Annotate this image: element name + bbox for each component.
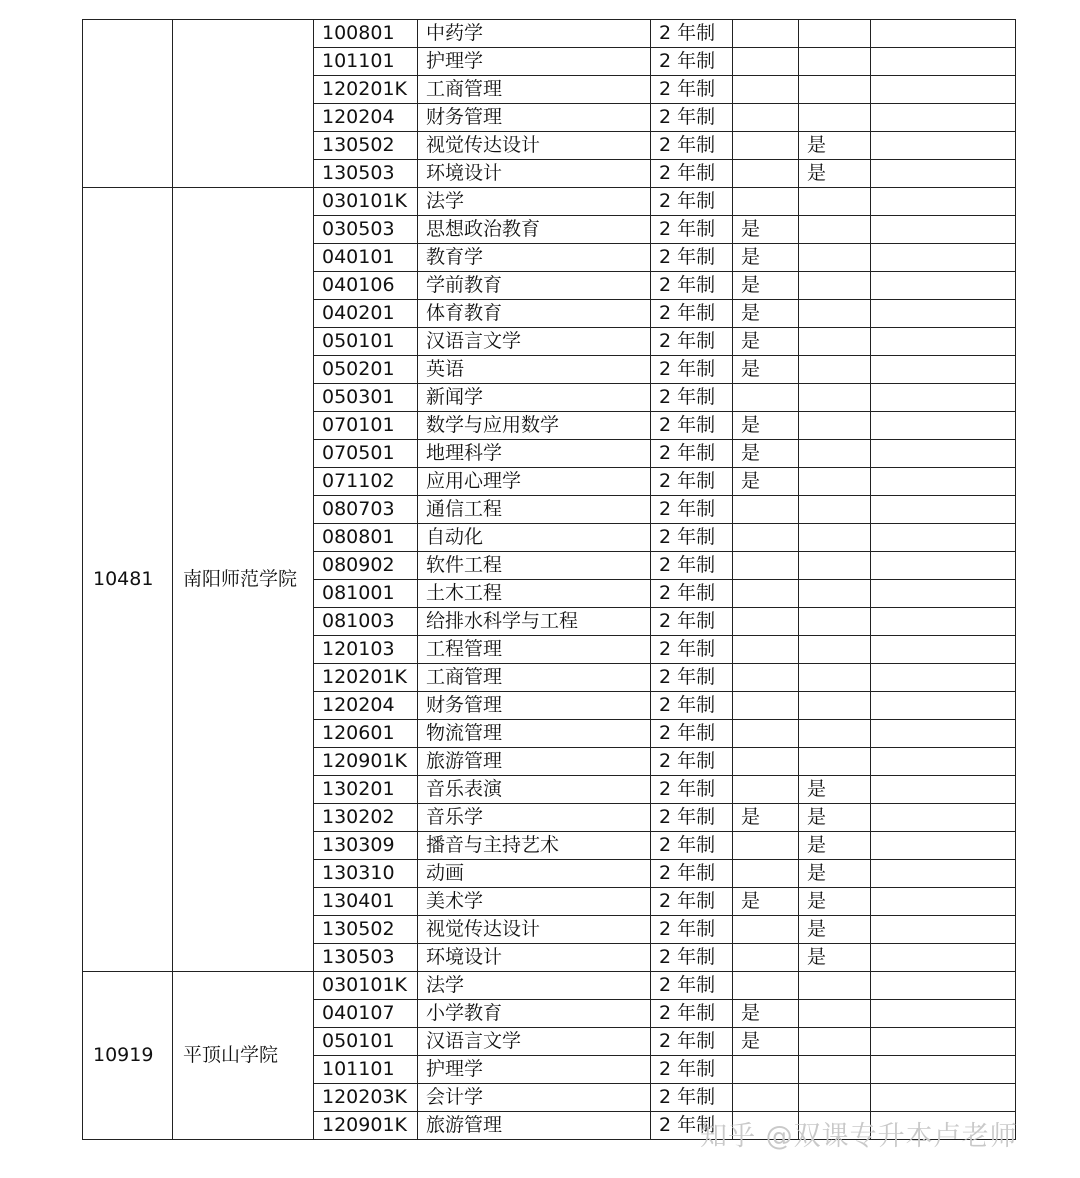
flag-cell-3: [871, 328, 1016, 356]
flag-cell-1: [733, 552, 799, 580]
flag-cell-1: [733, 1056, 799, 1084]
flag-cell-1: [733, 832, 799, 860]
flag-cell-2: [799, 496, 871, 524]
flag-cell-1: 是: [733, 328, 799, 356]
flag-cell-1: [733, 132, 799, 160]
flag-cell-3: [871, 720, 1016, 748]
major-code-cell: 050101: [314, 328, 418, 356]
flag-cell-3: [871, 216, 1016, 244]
flag-cell-3: [871, 580, 1016, 608]
major-name-cell: 英语: [418, 356, 651, 384]
flag-cell-1: 是: [733, 300, 799, 328]
major-code-cell: 120204: [314, 692, 418, 720]
major-code-cell: 101101: [314, 48, 418, 76]
duration-cell: 2 年制: [651, 972, 733, 1000]
school-name-cell: 平顶山学院: [173, 972, 314, 1140]
flag-cell-1: [733, 916, 799, 944]
duration-cell: 2 年制: [651, 524, 733, 552]
flag-cell-1: 是: [733, 804, 799, 832]
major-name-cell: 视觉传达设计: [418, 132, 651, 160]
duration-cell: 2 年制: [651, 384, 733, 412]
flag-cell-3: [871, 552, 1016, 580]
major-code-cell: 070501: [314, 440, 418, 468]
flag-cell-2: 是: [799, 944, 871, 972]
flag-cell-1: 是: [733, 356, 799, 384]
major-name-cell: 环境设计: [418, 944, 651, 972]
flag-cell-2: 是: [799, 832, 871, 860]
major-name-cell: 视觉传达设计: [418, 916, 651, 944]
major-code-cell: 120103: [314, 636, 418, 664]
flag-cell-3: [871, 636, 1016, 664]
major-name-cell: 工程管理: [418, 636, 651, 664]
flag-cell-1: [733, 384, 799, 412]
major-name-cell: 数学与应用数学: [418, 412, 651, 440]
flag-cell-3: [871, 776, 1016, 804]
duration-cell: 2 年制: [651, 104, 733, 132]
duration-cell: 2 年制: [651, 1056, 733, 1084]
flag-cell-3: [871, 20, 1016, 48]
flag-cell-3: [871, 132, 1016, 160]
school-code-cell: 10481: [83, 188, 173, 972]
flag-cell-1: [733, 188, 799, 216]
flag-cell-1: 是: [733, 1000, 799, 1028]
duration-cell: 2 年制: [651, 132, 733, 160]
major-code-cell: 130503: [314, 944, 418, 972]
flag-cell-1: [733, 608, 799, 636]
flag-cell-3: [871, 832, 1016, 860]
flag-cell-1: 是: [733, 440, 799, 468]
flag-cell-1: [733, 160, 799, 188]
flag-cell-1: [733, 972, 799, 1000]
duration-cell: 2 年制: [651, 1084, 733, 1112]
duration-cell: 2 年制: [651, 20, 733, 48]
flag-cell-2: 是: [799, 916, 871, 944]
duration-cell: 2 年制: [651, 944, 733, 972]
duration-cell: 2 年制: [651, 720, 733, 748]
flag-cell-1: 是: [733, 412, 799, 440]
major-code-cell: 080703: [314, 496, 418, 524]
flag-cell-1: 是: [733, 888, 799, 916]
table-row: [83, 188, 1016, 216]
flag-cell-2: [799, 20, 871, 48]
flag-cell-2: [799, 720, 871, 748]
duration-cell: 2 年制: [651, 916, 733, 944]
flag-cell-2: [799, 384, 871, 412]
flag-cell-2: [799, 412, 871, 440]
major-name-cell: 音乐学: [418, 804, 651, 832]
flag-cell-2: [799, 692, 871, 720]
school-code-cell: 10919: [83, 972, 173, 1140]
flag-cell-3: [871, 1056, 1016, 1084]
major-code-cell: 071102: [314, 468, 418, 496]
major-code-cell: 130201: [314, 776, 418, 804]
flag-cell-1: [733, 636, 799, 664]
program-table: [82, 19, 1016, 1140]
major-code-cell: 040107: [314, 1000, 418, 1028]
flag-cell-3: [871, 440, 1016, 468]
flag-cell-1: [733, 48, 799, 76]
major-name-cell: 应用心理学: [418, 468, 651, 496]
flag-cell-2: [799, 356, 871, 384]
duration-cell: 2 年制: [651, 356, 733, 384]
flag-cell-3: [871, 244, 1016, 272]
flag-cell-2: [799, 188, 871, 216]
major-code-cell: 120201K: [314, 76, 418, 104]
major-name-cell: 新闻学: [418, 384, 651, 412]
flag-cell-1: [733, 748, 799, 776]
flag-cell-1: 是: [733, 272, 799, 300]
major-code-cell: 050101: [314, 1028, 418, 1056]
flag-cell-2: [799, 468, 871, 496]
flag-cell-2: [799, 328, 871, 356]
major-name-cell: 护理学: [418, 48, 651, 76]
duration-cell: 2 年制: [651, 664, 733, 692]
flag-cell-2: [799, 48, 871, 76]
flag-cell-1: [733, 76, 799, 104]
major-code-cell: 120601: [314, 720, 418, 748]
major-name-cell: 财务管理: [418, 692, 651, 720]
flag-cell-2: [799, 1028, 871, 1056]
major-name-cell: 自动化: [418, 524, 651, 552]
flag-cell-2: [799, 216, 871, 244]
major-code-cell: 040201: [314, 300, 418, 328]
major-name-cell: 物流管理: [418, 720, 651, 748]
major-code-cell: 130502: [314, 916, 418, 944]
major-name-cell: 体育教育: [418, 300, 651, 328]
flag-cell-2: 是: [799, 132, 871, 160]
flag-cell-3: [871, 692, 1016, 720]
major-code-cell: 120203K: [314, 1084, 418, 1112]
duration-cell: 2 年制: [651, 412, 733, 440]
major-code-cell: 130503: [314, 160, 418, 188]
flag-cell-2: [799, 300, 871, 328]
major-code-cell: 030503: [314, 216, 418, 244]
major-code-cell: 120901K: [314, 748, 418, 776]
major-code-cell: 050201: [314, 356, 418, 384]
school-code-cell: [83, 20, 173, 188]
major-name-cell: 软件工程: [418, 552, 651, 580]
flag-cell-2: [799, 104, 871, 132]
major-code-cell: 030101K: [314, 972, 418, 1000]
major-code-cell: 080902: [314, 552, 418, 580]
flag-cell-3: [871, 496, 1016, 524]
major-code-cell: 080801: [314, 524, 418, 552]
flag-cell-2: [799, 1084, 871, 1112]
flag-cell-2: [799, 972, 871, 1000]
major-name-cell: 旅游管理: [418, 1112, 651, 1140]
duration-cell: 2 年制: [651, 832, 733, 860]
flag-cell-1: [733, 776, 799, 804]
flag-cell-3: [871, 272, 1016, 300]
major-name-cell: 音乐表演: [418, 776, 651, 804]
major-code-cell: 081003: [314, 608, 418, 636]
major-name-cell: 土木工程: [418, 580, 651, 608]
flag-cell-2: [799, 552, 871, 580]
flag-cell-2: 是: [799, 804, 871, 832]
major-name-cell: 法学: [418, 972, 651, 1000]
flag-cell-3: [871, 48, 1016, 76]
duration-cell: 2 年制: [651, 468, 733, 496]
major-code-cell: 050301: [314, 384, 418, 412]
major-code-cell: 030101K: [314, 188, 418, 216]
flag-cell-3: [871, 300, 1016, 328]
major-name-cell: 学前教育: [418, 272, 651, 300]
major-name-cell: 工商管理: [418, 76, 651, 104]
flag-cell-3: [871, 916, 1016, 944]
flag-cell-2: 是: [799, 860, 871, 888]
major-name-cell: 小学教育: [418, 1000, 651, 1028]
flag-cell-1: [733, 20, 799, 48]
major-name-cell: 通信工程: [418, 496, 651, 524]
major-name-cell: 给排水科学与工程: [418, 608, 651, 636]
major-code-cell: 100801: [314, 20, 418, 48]
duration-cell: 2 年制: [651, 48, 733, 76]
flag-cell-3: [871, 860, 1016, 888]
flag-cell-1: [733, 664, 799, 692]
flag-cell-1: 是: [733, 1028, 799, 1056]
duration-cell: 2 年制: [651, 160, 733, 188]
major-code-cell: 120901K: [314, 1112, 418, 1140]
major-code-cell: 120204: [314, 104, 418, 132]
flag-cell-2: [799, 1056, 871, 1084]
flag-cell-3: [871, 1000, 1016, 1028]
major-name-cell: 财务管理: [418, 104, 651, 132]
duration-cell: 2 年制: [651, 748, 733, 776]
flag-cell-3: [871, 468, 1016, 496]
flag-cell-1: [733, 860, 799, 888]
duration-cell: 2 年制: [651, 328, 733, 356]
duration-cell: 2 年制: [651, 272, 733, 300]
flag-cell-2: [799, 244, 871, 272]
major-name-cell: 法学: [418, 188, 651, 216]
duration-cell: 2 年制: [651, 1028, 733, 1056]
major-name-cell: 播音与主持艺术: [418, 832, 651, 860]
major-code-cell: 120201K: [314, 664, 418, 692]
duration-cell: 2 年制: [651, 580, 733, 608]
school-name-cell: [173, 20, 314, 188]
duration-cell: 2 年制: [651, 776, 733, 804]
flag-cell-2: [799, 608, 871, 636]
duration-cell: 2 年制: [651, 244, 733, 272]
major-code-cell: 101101: [314, 1056, 418, 1084]
major-code-cell: 070101: [314, 412, 418, 440]
table-row: [83, 20, 1016, 48]
duration-cell: 2 年制: [651, 300, 733, 328]
flag-cell-2: [799, 272, 871, 300]
flag-cell-2: [799, 524, 871, 552]
flag-cell-2: [799, 1000, 871, 1028]
major-name-cell: 环境设计: [418, 160, 651, 188]
major-name-cell: 动画: [418, 860, 651, 888]
duration-cell: 2 年制: [651, 692, 733, 720]
flag-cell-1: [733, 104, 799, 132]
duration-cell: 2 年制: [651, 216, 733, 244]
flag-cell-3: [871, 972, 1016, 1000]
flag-cell-1: [733, 524, 799, 552]
major-name-cell: 汉语言文学: [418, 328, 651, 356]
duration-cell: 2 年制: [651, 496, 733, 524]
flag-cell-2: [799, 440, 871, 468]
flag-cell-1: [733, 720, 799, 748]
major-name-cell: 旅游管理: [418, 748, 651, 776]
major-name-cell: 地理科学: [418, 440, 651, 468]
flag-cell-2: [799, 580, 871, 608]
duration-cell: 2 年制: [651, 1112, 733, 1140]
flag-cell-1: [733, 1084, 799, 1112]
flag-cell-2: 是: [799, 160, 871, 188]
major-name-cell: 中药学: [418, 20, 651, 48]
flag-cell-3: [871, 524, 1016, 552]
major-name-cell: 思想政治教育: [418, 216, 651, 244]
flag-cell-3: [871, 384, 1016, 412]
table-row: [83, 972, 1016, 1000]
duration-cell: 2 年制: [651, 608, 733, 636]
major-code-cell: 130310: [314, 860, 418, 888]
major-code-cell: 081001: [314, 580, 418, 608]
school-name-cell: 南阳师范学院: [173, 188, 314, 972]
major-code-cell: 130309: [314, 832, 418, 860]
flag-cell-2: [799, 636, 871, 664]
major-name-cell: 美术学: [418, 888, 651, 916]
duration-cell: 2 年制: [651, 188, 733, 216]
flag-cell-3: [871, 944, 1016, 972]
major-code-cell: 130401: [314, 888, 418, 916]
major-code-cell: 130202: [314, 804, 418, 832]
major-name-cell: 工商管理: [418, 664, 651, 692]
major-name-cell: 教育学: [418, 244, 651, 272]
duration-cell: 2 年制: [651, 440, 733, 468]
duration-cell: 2 年制: [651, 860, 733, 888]
table-body: [83, 20, 1016, 1140]
flag-cell-3: [871, 804, 1016, 832]
flag-cell-1: [733, 580, 799, 608]
flag-cell-3: [871, 76, 1016, 104]
zhihu-watermark: 知乎 @双课专升本卢老师: [700, 1121, 1018, 1152]
flag-cell-2: [799, 76, 871, 104]
flag-cell-1: [733, 944, 799, 972]
duration-cell: 2 年制: [651, 1000, 733, 1028]
duration-cell: 2 年制: [651, 552, 733, 580]
major-code-cell: 040106: [314, 272, 418, 300]
flag-cell-2: [799, 748, 871, 776]
flag-cell-3: [871, 608, 1016, 636]
duration-cell: 2 年制: [651, 76, 733, 104]
flag-cell-3: [871, 664, 1016, 692]
flag-cell-3: [871, 1084, 1016, 1112]
flag-cell-3: [871, 748, 1016, 776]
flag-cell-3: [871, 160, 1016, 188]
flag-cell-3: [871, 188, 1016, 216]
flag-cell-3: [871, 356, 1016, 384]
duration-cell: 2 年制: [651, 804, 733, 832]
flag-cell-3: [871, 104, 1016, 132]
flag-cell-2: [799, 664, 871, 692]
major-code-cell: 130502: [314, 132, 418, 160]
flag-cell-1: [733, 692, 799, 720]
duration-cell: 2 年制: [651, 636, 733, 664]
flag-cell-1: 是: [733, 216, 799, 244]
flag-cell-3: [871, 412, 1016, 440]
flag-cell-1: [733, 496, 799, 524]
major-name-cell: 会计学: [418, 1084, 651, 1112]
major-code-cell: 040101: [314, 244, 418, 272]
duration-cell: 2 年制: [651, 888, 733, 916]
flag-cell-1: 是: [733, 244, 799, 272]
major-name-cell: 护理学: [418, 1056, 651, 1084]
flag-cell-1: 是: [733, 468, 799, 496]
major-name-cell: 汉语言文学: [418, 1028, 651, 1056]
flag-cell-2: 是: [799, 888, 871, 916]
flag-cell-2: 是: [799, 776, 871, 804]
flag-cell-3: [871, 1028, 1016, 1056]
flag-cell-3: [871, 888, 1016, 916]
